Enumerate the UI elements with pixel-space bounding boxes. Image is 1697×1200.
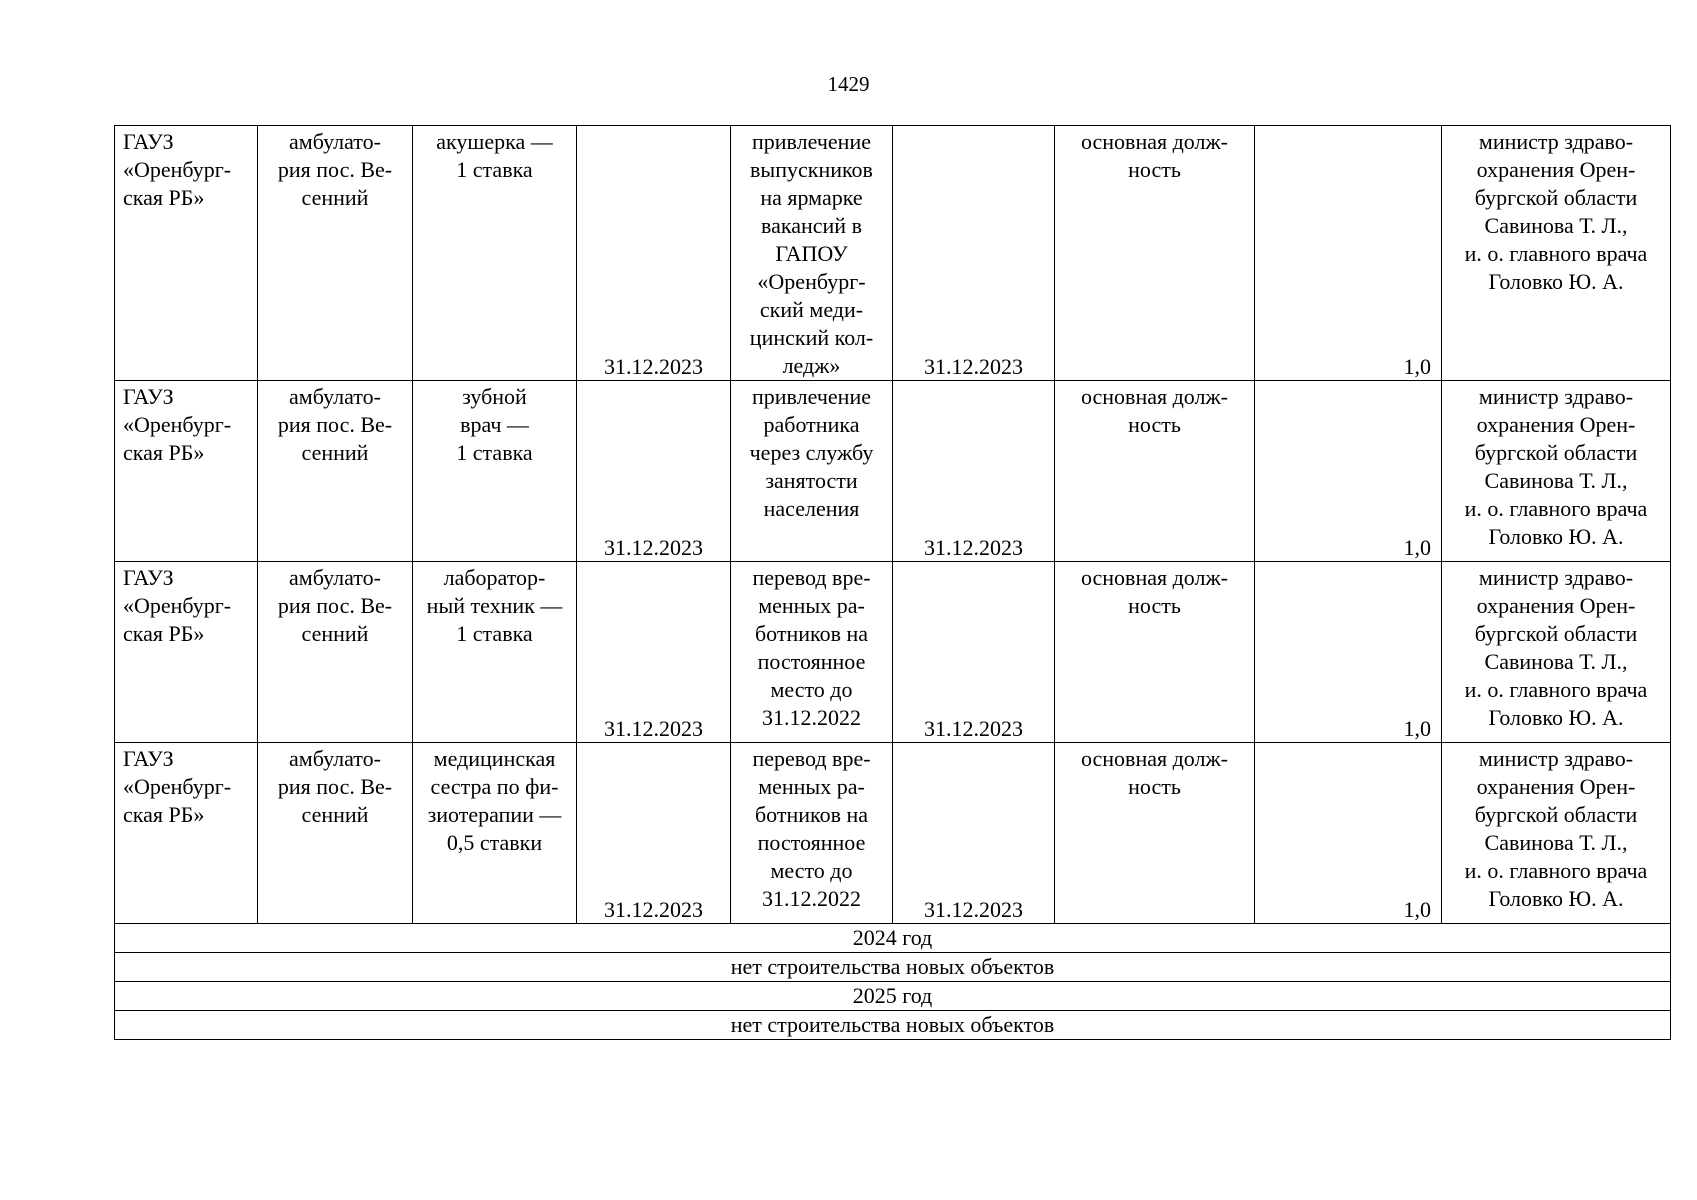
year-label: 2025 год — [115, 982, 1671, 1011]
note-text: нет строительства новых объектов — [115, 1011, 1671, 1040]
note-band — [115, 1011, 1671, 1040]
measure-cell: перевод вре- менных ра- ботников на постоянное место до 31.12.2022 — [731, 562, 893, 743]
position-cell: акушерка — 1 ставка — [413, 126, 577, 381]
org-cell: ГАУЗ «Оренбург- ская РБ» — [115, 562, 258, 743]
date-cell: 31.12.2023 — [577, 381, 731, 562]
position-cell: лаборатор- ный техник — 1 ставка — [413, 562, 577, 743]
year-label: 2024 год — [115, 924, 1671, 953]
org-cell: ГАУЗ «Оренбург- ская РБ» — [115, 126, 258, 381]
rate-cell: 1,0 — [1255, 562, 1442, 743]
measure-cell: привлечение работника через службу занятости населения — [731, 381, 893, 562]
responsible-cell: министр здраво- охранения Орен- бургской области Савинова Т. Л., и. о. главного врача Головко Ю. А. — [1442, 126, 1671, 381]
date-cell: 31.12.2023 — [893, 743, 1055, 924]
rate-cell: 1,0 — [1255, 743, 1442, 924]
unit-cell: амбулато- рия пос. Ве- сенний — [258, 381, 413, 562]
table-row — [115, 562, 1671, 743]
table-row — [115, 381, 1671, 562]
org-cell: ГАУЗ «Оренбург- ская РБ» — [115, 381, 258, 562]
position-cell: медицинская сестра по фи- зиотерапии — 0,5 ставки — [413, 743, 577, 924]
table-row — [115, 126, 1671, 381]
table-row — [115, 743, 1671, 924]
unit-cell: амбулато- рия пос. Ве- сенний — [258, 126, 413, 381]
employment-type-cell: основная долж- ность — [1055, 743, 1255, 924]
employment-type-cell: основная долж- ность — [1055, 381, 1255, 562]
org-cell: ГАУЗ «Оренбург- ская РБ» — [115, 743, 258, 924]
date-cell: 31.12.2023 — [577, 743, 731, 924]
page-number: 1429 — [827, 72, 870, 96]
responsible-cell: министр здраво- охранения Орен- бургской области Савинова Т. Л., и. о. главного врача Головко Ю. А. — [1442, 381, 1671, 562]
position-cell: зубной врач — 1 ставка — [413, 381, 577, 562]
unit-cell: амбулато- рия пос. Ве- сенний — [258, 562, 413, 743]
note-text: нет строительства новых объектов — [115, 953, 1671, 982]
responsible-cell: министр здраво- охранения Орен- бургской области Савинова Т. Л., и. о. главного врача Головко Ю. А. — [1442, 562, 1671, 743]
employment-type-cell: основная долж- ность — [1055, 126, 1255, 381]
date-cell: 31.12.2023 — [577, 126, 731, 381]
date-cell: 31.12.2023 — [893, 126, 1055, 381]
measure-cell: привлечение выпускников на ярмарке вакансий в ГАПОУ «Оренбург- ский меди- цинский кол- ледж» — [731, 126, 893, 381]
employment-type-cell: основная долж- ность — [1055, 562, 1255, 743]
date-cell: 31.12.2023 — [577, 562, 731, 743]
note-band — [115, 953, 1671, 982]
rate-cell: 1,0 — [1255, 126, 1442, 381]
date-cell: 31.12.2023 — [893, 562, 1055, 743]
unit-cell: амбулато- рия пос. Ве- сенний — [258, 743, 413, 924]
year-band — [115, 982, 1671, 1011]
rate-cell: 1,0 — [1255, 381, 1442, 562]
date-cell: 31.12.2023 — [893, 381, 1055, 562]
year-band — [115, 924, 1671, 953]
responsible-cell: министр здраво- охранения Орен- бургской области Савинова Т. Л., и. о. главного врача Головко Ю. А. — [1442, 743, 1671, 924]
staffing-table — [114, 125, 1671, 1040]
measure-cell: перевод вре- менных ра- ботников на постоянное место до 31.12.2022 — [731, 743, 893, 924]
